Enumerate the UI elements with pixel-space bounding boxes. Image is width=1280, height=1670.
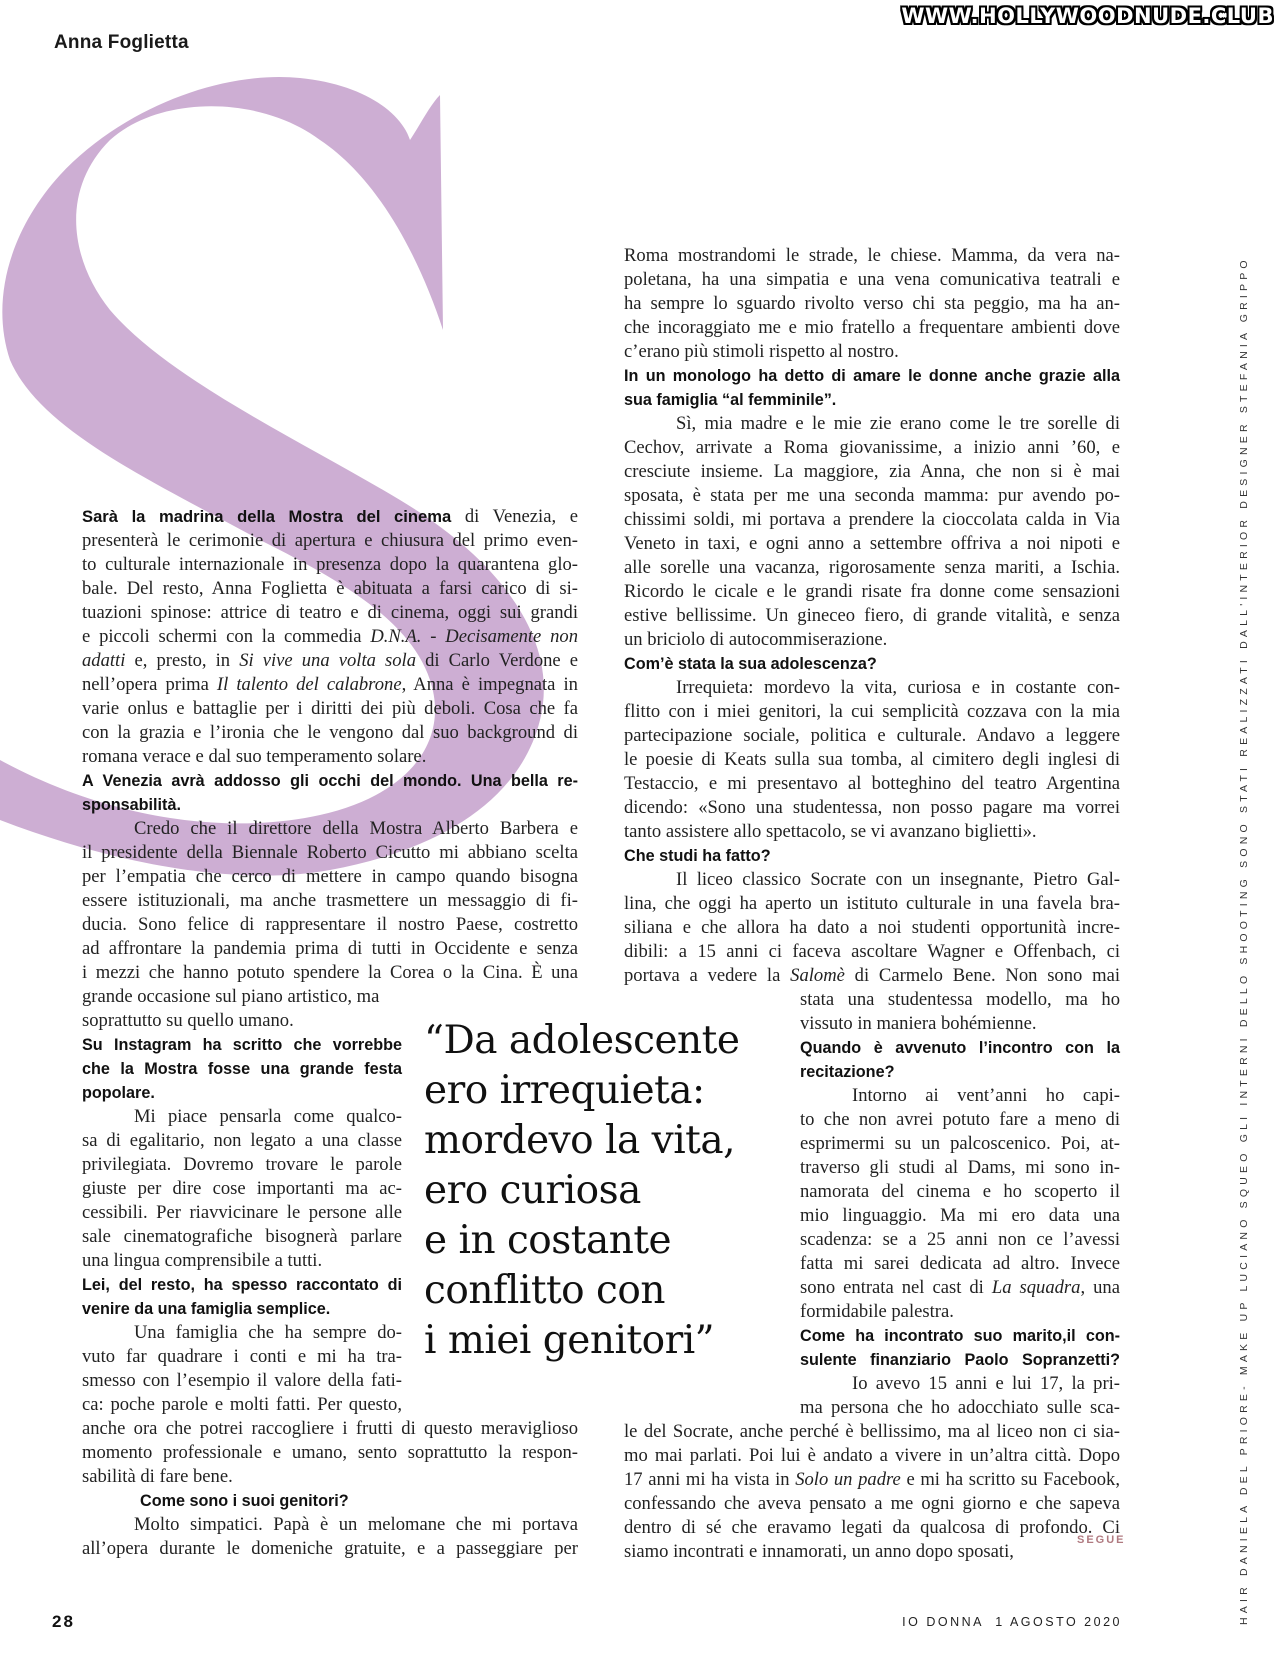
issue-info: IO DONNA 1 AGOSTO 2020 — [902, 1615, 1122, 1629]
question: che la Mostra fosse una grande festa — [82, 1060, 402, 1078]
answer-line: to che non avrei potuto fare a meno di — [800, 1109, 1120, 1130]
answer-line: vissuto in maniera bohémienne. — [800, 1013, 1037, 1034]
answer-line: Una famiglia che ha sempre do- — [134, 1322, 402, 1343]
pull-quote-line: ero irrequieta: — [424, 1068, 705, 1113]
lead-in: Sarà la madrina della Mostra del cinema — [82, 507, 452, 526]
question: popolare. — [82, 1084, 155, 1102]
answer-line: chissimi soldi, mi portava a prendere la cioccolata calda in Via — [624, 509, 1120, 530]
answer-line: siamo incontrati e innamorati, un anno dopo sposati, — [624, 1541, 1014, 1562]
answer-line: Sì, mia madre e le mie zie erano come le tre sorelle di — [676, 413, 1120, 434]
answer-line: alle sorelle una vacanza, rigorosamente senza mariti, a Ischia. — [624, 557, 1120, 578]
answer-line: esprimermi su un palcoscenico. Poi, at- — [800, 1133, 1120, 1154]
answer-line: sabilità di fare bene. — [82, 1466, 233, 1487]
answer-line: scadenza: se a 25 anni non ce l’avessi — [800, 1229, 1120, 1250]
question: recitazione? — [800, 1063, 895, 1081]
question: sulente finanziario Paolo Sopranzetti? — [800, 1351, 1120, 1369]
question: A Venezia avrà addosso gli occhi del mondo. Una bella re- — [82, 772, 578, 790]
answer-line: siliana e che allora ha dato a noi studenti opportunità incre- — [624, 917, 1120, 938]
answer-line: grande occasione sul piano artistico, ma — [82, 986, 380, 1007]
question: Che studi ha fatto? — [624, 847, 771, 865]
pull-quote-line: e in costante — [424, 1218, 672, 1263]
answer-line: essere istituzionali, ma anche trasmettere un messaggio di fi- — [82, 890, 578, 911]
answer-line: per l’empatia che cerco di mettere in campo quando bisogna — [82, 866, 578, 887]
answer-line: namorata del cinema e ho scoperto il — [800, 1181, 1120, 1202]
answer-line: giuste per dire cose importanti ma ac- — [82, 1178, 402, 1199]
answer-line: Roma mostrandomi le strade, le chiese. Mamma, da vera na- — [624, 245, 1120, 266]
answer-line: Io avevo 15 anni e lui 17, la pri- — [852, 1373, 1120, 1394]
question: sua famiglia “al femminile”. — [624, 391, 837, 409]
answer-line: sale cinematografiche bisognerà parlare — [82, 1226, 402, 1247]
question: Come sono i suoi genitori? — [140, 1492, 349, 1510]
title-italic: La squadra — [991, 1277, 1081, 1298]
answer-line: momento professionale e umano, sento soprattutto la respon- — [82, 1442, 578, 1463]
article-header-name: Anna Foglietta — [54, 32, 189, 53]
answer-line: una lingua comprensibile a tutti. — [82, 1250, 323, 1271]
answer-line: le del Socrate, anche perché è bellissimo, ma al liceo non ci sia- — [624, 1421, 1120, 1442]
intro-line: to culturale internazionale in presenza dopo la quarantena glo- — [82, 554, 578, 575]
answer-line: lina, che oggi ha aperto un istituto culturale in una favela bra- — [624, 893, 1120, 914]
question: venire da una famiglia semplice. — [82, 1300, 331, 1318]
answer-line: il presidente della Biennale Roberto Cicutto mi abbiano scelta — [82, 842, 578, 863]
photo-credits: HAIR DANIELA DEL PRIORE- MAKE UP LUCIANO SQUEO GLI INTERNI DELLO SHOOTING SONO STATI REALIZZATI DALL'INTERIOR DESIGNER STEFANIA GRIPPO — [1238, 256, 1250, 1625]
intro-line: varie onlus e battaglie per i diritti dei più deboli. Cosa che fa — [82, 698, 578, 719]
answer-line: ca: poche parole e molti fatti. Per questo, — [82, 1394, 402, 1415]
answer-line: Testaccio, e mi presentavo al botteghino del teatro Argentina — [624, 773, 1120, 794]
answer-line: dibili: a 15 anni ci faceva ascoltare Wagner e Offenbach, ci — [624, 941, 1120, 962]
pull-quote-line: conflitto con — [424, 1268, 665, 1313]
answer-line: cessibili. Per riavvicinare le persone alle — [82, 1202, 402, 1223]
continue-label: SEGUE — [1077, 1534, 1126, 1546]
answer-line: Credo che il direttore della Mostra Alberto Barbera e — [134, 818, 578, 839]
answer-line: mo mai parlati. Poi lui è andato a vivere in un’altra città. Dopo — [624, 1445, 1120, 1466]
answer-line: Ricordo le cicale e le grandi risate fra donne come sensazioni — [624, 581, 1120, 602]
intro-line: nell’opera prima Il talento del calabrone, Anna è impegnata in — [82, 674, 578, 695]
title-italic: D.N.A. - Decisamente non — [370, 626, 578, 647]
answer-line: formidabile palestra. — [800, 1301, 954, 1322]
answer-line: Irrequieta: mordevo la vita, curiosa e in costante con- — [676, 677, 1120, 698]
answer-line: tanto assistere allo spettacolo, se vi avanzano biglietti». — [624, 821, 1037, 842]
answer-line: i mezzi che hanno potuto spendere la Corea o la Cina. È una — [82, 962, 578, 983]
title-italic: Salomè — [790, 965, 845, 986]
answer-line: sono entrata nel cast di La squadra, una — [800, 1277, 1120, 1298]
answer-line: che incoraggiato me e mio fratello a frequentare ambienti dove — [624, 317, 1120, 338]
answer-line: vuto far quadrare i conti e mi ha tra- — [82, 1346, 402, 1367]
answer-line: c’erano più stimoli rispetto al nostro. — [624, 341, 899, 362]
question: sponsabilità. — [82, 796, 181, 814]
answer-line: ma persona che ho adocchiato sulle sca- — [800, 1397, 1120, 1418]
answer-line: estive bellissime. Un gineceo fiero, di grande vitalità, e senza — [624, 605, 1120, 626]
answer-line: Mi piace pensarla come qualco- — [134, 1106, 402, 1127]
question: Quando è avvenuto l’incontro con la — [800, 1039, 1120, 1057]
question: Come ha incontrato suo marito,il con- — [800, 1327, 1120, 1345]
title-italic: Solo un padre — [795, 1469, 901, 1490]
answer-line: confessando che aveva pensato a me ogni giorno e che sapeva — [624, 1493, 1120, 1514]
answer-line: flitto con i miei genitori, la cui semplicità cozzava con la mia — [624, 701, 1120, 722]
answer-line: all’opera durante le domeniche gratuite, e a passeggiare per — [82, 1538, 578, 1559]
answer-line: Veneto in taxi, e ogni anno a settembre offriva a noi nipoti e — [624, 533, 1120, 554]
intro-line: con la grazia e l’ironia che le vengono dal suo background di — [82, 722, 578, 743]
answer-line: Il liceo classico Socrate con un insegnante, Pietro Gal- — [676, 869, 1120, 890]
question: In un monologo ha detto di amare le donne anche grazie alla — [624, 367, 1120, 385]
answer-line: partecipazione sociale, politica e culturale. Andavo a leggere — [624, 725, 1120, 746]
answer-line: soprattutto su quello umano. — [82, 1010, 294, 1031]
intro-line: e piccoli schermi con la commedia D.N.A. - Decisamente non — [82, 626, 578, 647]
intro-line: tuazioni spinose: attrice di teatro e di cinema, oggi sui grandi — [82, 602, 578, 623]
answer-line: Intorno ai vent’anni ho capi- — [852, 1085, 1120, 1106]
pull-quote-line: “Da adolescente — [424, 1018, 740, 1063]
intro-line: Sarà la madrina della Mostra del cinema di Venezia, e — [82, 506, 578, 527]
question: Su Instagram ha scritto che vorrebbe — [82, 1036, 402, 1054]
answer-line: privilegiata. Dovremo trovare le parole — [82, 1154, 402, 1175]
title-italic: adatti — [82, 650, 126, 671]
intro-line: romana verace e dal suo temperamento solare. — [82, 746, 427, 767]
pull-quote-line: ero curiosa — [424, 1168, 641, 1213]
answer-line: stata una studentessa modello, ma ho — [800, 989, 1120, 1010]
title-italic: Si vive una volta sola — [239, 650, 417, 671]
question: Lei, del resto, ha spesso raccontato di — [82, 1276, 402, 1294]
answer-line: mio linguaggio. Ma mi ero data una — [800, 1205, 1120, 1226]
intro-line: adatti e, presto, in Si vive una volta sola di Carlo Verdone e — [82, 650, 579, 671]
answer-line: ad affrontare la pandemia prima di tutti in Occidente e senza — [82, 938, 578, 959]
answer-line: Molto simpatici. Papà è un melomane che mi portava — [134, 1514, 578, 1535]
pull-quote-line: i miei genitori” — [424, 1318, 715, 1363]
answer-line: traverso gli studi al Dams, mi sono in- — [800, 1157, 1120, 1178]
intro-line: presenterà le cerimonie di apertura e chiusura del primo even- — [82, 530, 578, 551]
answer-line: le poesie di Keats sulla sua tomba, al cimitero degli inglesi di — [624, 749, 1120, 770]
answer-line: 17 anni mi ha vista in Solo un padre e mi ha scritto su Facebook, — [624, 1469, 1121, 1490]
watermark: WWW.HOLLYWOODNUDE.CLUB — [901, 4, 1274, 28]
answer-line: dentro di sé che eravamo legati da qualcosa di profondo. Ci — [624, 1517, 1120, 1538]
answer-line: cresciute insieme. La maggiore, zia Anna, che non si è mai — [624, 461, 1120, 482]
answer-line: un briciolo di autocommiserazione. — [624, 629, 888, 650]
answer-line: sposata, è stata per me una seconda mamma: pur avendo po- — [624, 485, 1120, 506]
answer-line: smesso con l’esempio il valore della fati- — [82, 1370, 402, 1391]
answer-line: sa di egalitario, non legato a una classe — [82, 1130, 402, 1151]
answer-line: dicendo: «Sono una studentessa, non posso pagare ma vorrei — [624, 797, 1120, 818]
answer-line: portava a vedere la Salomè di Carmelo Bene. Non sono mai — [624, 965, 1120, 986]
answer-line: ducia. Sono felice di rappresentare il nostro Paese, costretto — [82, 914, 578, 935]
question: Com’è stata la sua adolescenza? — [624, 655, 877, 673]
pull-quote-line: mordevo la vita, — [424, 1118, 736, 1163]
answer-line: poletana, ha una simpatia e una vena comunicativa teatrali e — [624, 269, 1120, 290]
answer-line: anche ora che potrei raccogliere i frutti di questo meraviglioso — [82, 1418, 578, 1439]
answer-line: fatta mi sarei dedicata ad altro. Invece — [800, 1253, 1120, 1274]
answer-line: Cechov, arrivate a Roma giovanissime, a inizio anni ’60, e — [624, 437, 1120, 458]
intro-line: bale. Del resto, Anna Foglietta è abituata a farsi carico di si- — [82, 578, 578, 599]
answer-line: ha sempre lo sguardo rivolto verso chi sta peggio, ma ha an- — [624, 293, 1120, 314]
title-italic: Il talento del calabrone — [216, 674, 402, 695]
page-number: 28 — [52, 1612, 75, 1631]
